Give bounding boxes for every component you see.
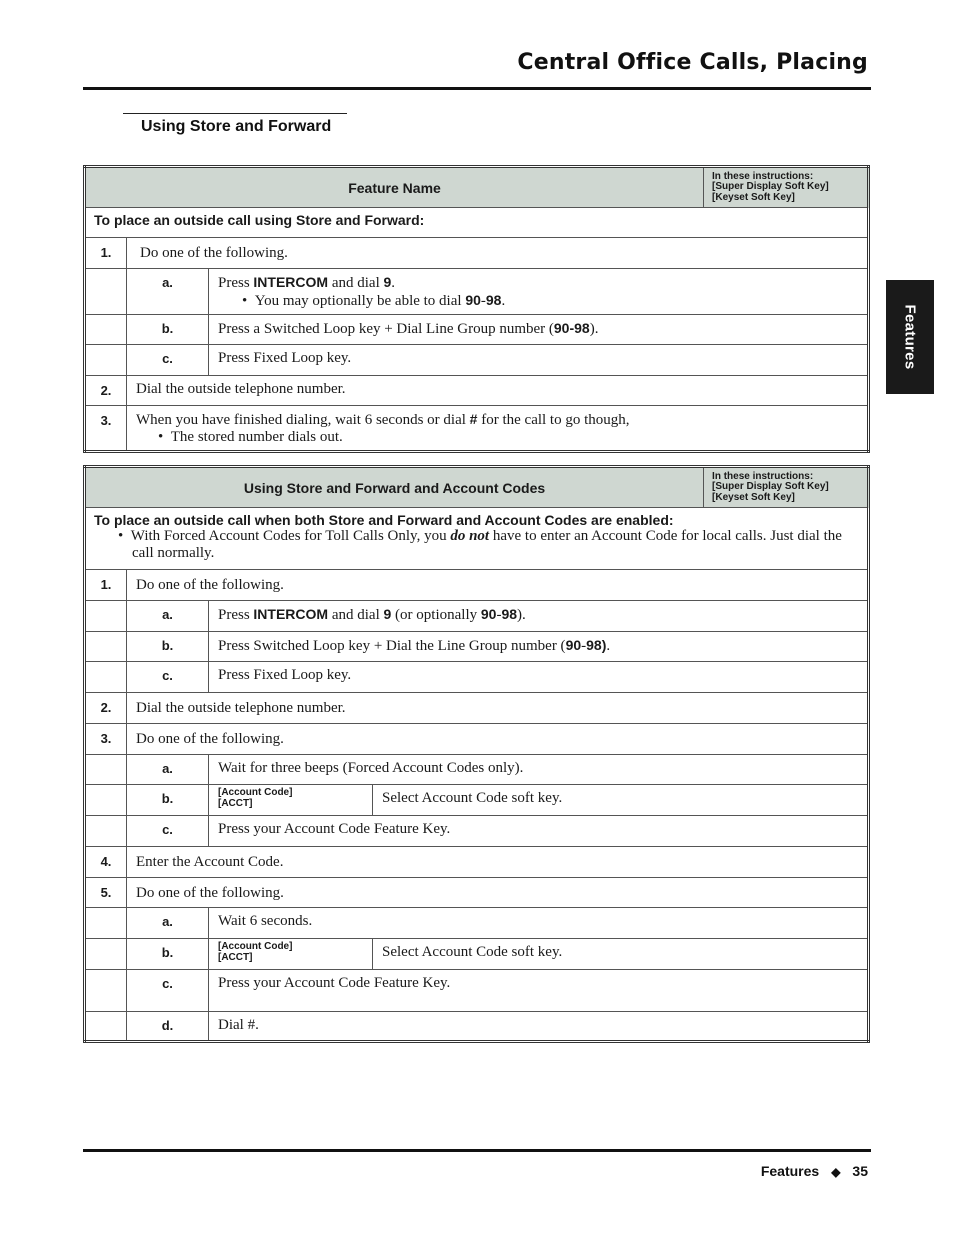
- step-letter: c.: [127, 662, 209, 693]
- table-row: [85, 847, 869, 878]
- diamond-icon: ◆: [831, 1165, 841, 1179]
- footer-section: Features: [760, 1163, 820, 1179]
- side-tab-features[interactable]: [886, 280, 934, 394]
- step-text: Press Switched Loop key + Dial the Line Group number (90-98).: [209, 632, 869, 662]
- soft-key-label: [Account Code] [ACCT]: [209, 939, 373, 970]
- table-row: [85, 345, 869, 376]
- step-letter: a.: [127, 755, 209, 785]
- step-letter: b.: [127, 632, 209, 662]
- step-text: Wait for three beeps (Forced Account Codes only).: [209, 755, 869, 785]
- table-title: Using Store and Forward and Account Codes: [85, 467, 704, 508]
- step-letter: a.: [127, 601, 209, 632]
- step-number: 2.: [85, 376, 127, 406]
- page-number: 35: [852, 1163, 868, 1179]
- title-rule: [83, 87, 871, 90]
- step-text: Wait 6 seconds.: [209, 908, 869, 939]
- step-number: 3.: [85, 724, 127, 755]
- step-letter: c.: [127, 970, 209, 1012]
- step-number: 2.: [85, 693, 127, 724]
- section-heading: Using Store and Forward: [141, 118, 332, 135]
- table-header-row: [85, 167, 869, 208]
- table-row: [85, 269, 869, 315]
- table-row: [85, 785, 869, 816]
- step-text: Enter the Account Code.: [127, 847, 869, 878]
- table-row: [85, 693, 869, 724]
- table-row: [85, 570, 869, 601]
- step-text: Do one of the following.: [127, 570, 869, 601]
- step-text: Do one of the following.: [127, 238, 869, 269]
- table-row: [85, 755, 869, 785]
- table-row: [85, 1012, 869, 1042]
- footer-rule: [83, 1149, 871, 1152]
- step-text: Press a Switched Loop key + Dial Line Group number (90-98).: [209, 315, 869, 345]
- intro-row: [85, 508, 869, 570]
- step-letter: a.: [127, 908, 209, 939]
- step-number: 3.: [85, 406, 127, 452]
- step-text: Press your Account Code Feature Key.: [209, 816, 869, 847]
- feature-table-store-forward-account-codes: [83, 465, 870, 1043]
- step-text: Dial the outside telephone number.: [127, 693, 869, 724]
- table-row: [85, 816, 869, 847]
- step-letter: b.: [127, 939, 209, 970]
- page-footer: [761, 1163, 868, 1179]
- section-rule: [123, 113, 347, 114]
- table-row: [85, 970, 869, 1012]
- table-row: [85, 724, 869, 755]
- table-row: [85, 601, 869, 632]
- step-text: Select Account Code soft key.: [373, 939, 869, 970]
- table-row: [85, 315, 869, 345]
- step-letter: c.: [127, 816, 209, 847]
- step-letter: c.: [127, 345, 209, 376]
- step-text: Select Account Code soft key.: [373, 785, 869, 816]
- step-text: Do one of the following.: [127, 724, 869, 755]
- page-title: Central Office Calls, Placing: [517, 50, 868, 75]
- soft-key-label: [Account Code] [ACCT]: [209, 785, 373, 816]
- step-number: 1.: [85, 238, 127, 269]
- table-row: [85, 632, 869, 662]
- table-row: [85, 878, 869, 908]
- step-text: Press INTERCOM and dial 9 (or optionally 90-98).: [209, 601, 869, 632]
- table-row: [85, 376, 869, 406]
- table-row: [85, 939, 869, 970]
- side-tab-label: Features: [901, 304, 919, 370]
- feature-table-store-forward: [83, 165, 870, 453]
- table-row: [85, 406, 869, 452]
- intro-text: To place an outside call when both Store and Forward and Account Codes are enabled: • With Forced Account Codes for Toll Calls Only, you do not have to enter an Account Code for local calls. Just dial the call normally.: [85, 508, 869, 570]
- intro-text: To place an outside call using Store and Forward:: [85, 208, 869, 238]
- step-text: Press your Account Code Feature Key.: [209, 970, 869, 1012]
- step-text: Dial the outside telephone number.: [127, 376, 869, 406]
- step-letter: b.: [127, 785, 209, 816]
- table-row: [85, 908, 869, 939]
- step-letter: b.: [127, 315, 209, 345]
- step-text: Do one of the following.: [127, 878, 869, 908]
- instructions-note: In these instructions: [Super Display Soft Key] [Keyset Soft Key]: [704, 167, 869, 208]
- step-letter: a.: [127, 269, 209, 315]
- step-text: Press Fixed Loop key.: [209, 345, 869, 376]
- step-text: Press INTERCOM and dial 9. • You may optionally be able to dial 90-98.: [209, 269, 869, 315]
- instructions-note: In these instructions: [Super Display Soft Key] [Keyset Soft Key]: [704, 467, 869, 508]
- table-row: [85, 238, 869, 269]
- step-number: 4.: [85, 847, 127, 878]
- table-header-row: [85, 467, 869, 508]
- step-text: Dial #.: [209, 1012, 869, 1042]
- step-text: When you have finished dialing, wait 6 seconds or dial # for the call to go though, • The stored number dials out.: [127, 406, 869, 452]
- step-letter: d.: [127, 1012, 209, 1042]
- step-number: 1.: [85, 570, 127, 601]
- step-number: 5.: [85, 878, 127, 908]
- table-title: Feature Name: [85, 167, 704, 208]
- table-row: [85, 662, 869, 693]
- step-text: Press Fixed Loop key.: [209, 662, 869, 693]
- intro-row: [85, 208, 869, 238]
